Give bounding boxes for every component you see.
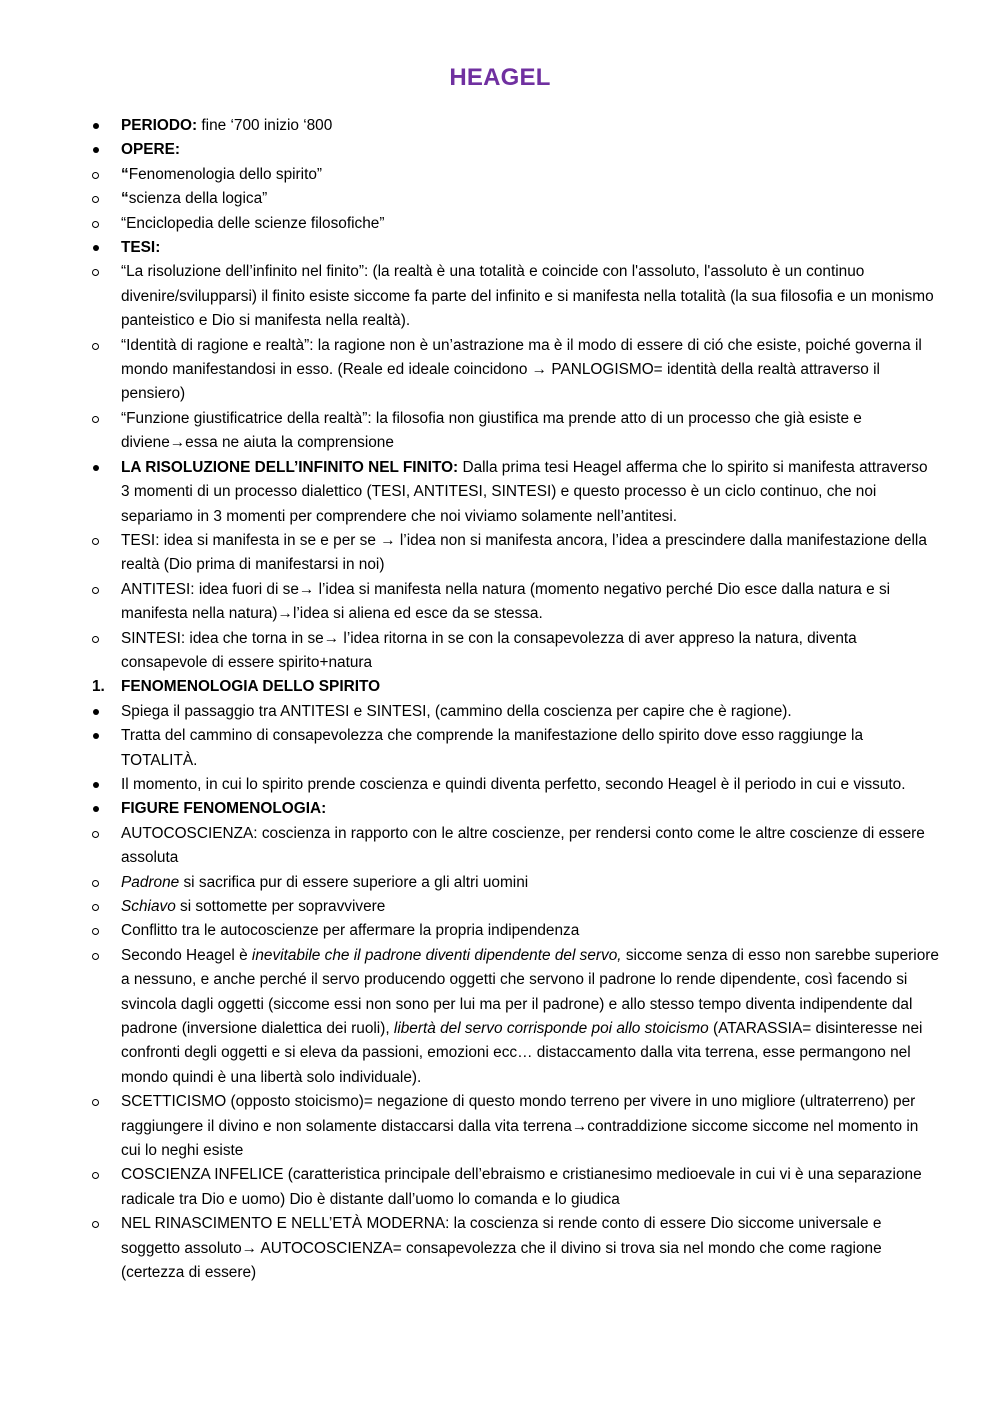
list-item (92, 724, 940, 773)
list-item (92, 944, 940, 1090)
item-text: AUTOCOSCIENZA: coscienza in rapporto con le altre coscienze, per rendersi conto come le altre coscienze di essere assoluta (121, 824, 925, 867)
item-text: OPERE: (121, 141, 181, 159)
list-item (92, 407, 940, 456)
list-item (92, 871, 940, 895)
item-text: “Identità di ragione e realtà”: la ragione non è un’astrazione ma è il modo di essere di ció che esiste, poiché governa il mondo manifestandosi in esso. (Reale ed ideale coincidono → PANLOGISMO= identità della realtà attraverso il pensiero) (121, 336, 922, 403)
item-text: FENOMENOLOGIA DELLO SPIRITO (121, 678, 381, 696)
list-item (92, 675, 940, 699)
item-text: “La risoluzione dell’infinito nel finito”: (la realtà è una totalità e coincide con l'assoluto, l'assoluto è un continuo divenire/svilupparsi) il finito esiste siccome fa parte del infinito e si manifesta nella totalità (la sua filosofia e un monismo panteistico e Dio si manifesta nella realtà). (121, 263, 934, 330)
item-text: PERIODO: (121, 117, 198, 134)
item-text: “ (121, 190, 129, 208)
item-text: “Enciclopedia delle scienze filosofiche” (121, 214, 385, 232)
list-item (92, 919, 940, 943)
item-text: inevitabile che il padrone diventi dipendente del servo, (251, 946, 622, 964)
list-item (92, 1212, 940, 1285)
list-item (92, 236, 940, 260)
list-item (92, 627, 940, 676)
item-text: TESI: (121, 239, 161, 257)
list-item (92, 1090, 940, 1163)
item-text: fine ‘700 inizio ‘800 (197, 117, 333, 134)
notes-list (92, 114, 940, 1286)
item-text: “ (121, 165, 129, 183)
list-item (92, 138, 940, 162)
item-text: Secondo Heagel è (121, 946, 252, 964)
list-item (92, 700, 940, 724)
item-text: NEL RINASCIMENTO E NELL’ETÀ MODERNA: la coscienza si rende conto di essere Dio siccome universale e soggetto assoluto→ AUTOCOSCIENZA= consapevolezza che il divino si trova sia nel mondo che come ragione (certezza di essere) (121, 1215, 882, 1282)
list-item (92, 578, 940, 627)
item-text: SCETTICISMO (opposto stoicismo)= negazione di questo mondo terreno per vivere in uno migliore (ultraterreno) per raggiungere il divino e non solamente distaccarsi dalla vita terrena→contraddizione siccome siccome nel momento in cui lo neghi esiste (121, 1093, 919, 1160)
item-text: “Funzione giustificatrice della realtà”: la filosofia non giustifica ma prende atto di un processo che già esiste e diviene→essa ne aiuta la comprensione (121, 409, 862, 452)
list-item (92, 114, 940, 138)
list-item (92, 773, 940, 797)
item-text: Spiega il passaggio tra ANTITESI e SINTESI, (cammino della coscienza per capire che è ragione). (121, 702, 792, 720)
list-item (92, 895, 940, 919)
item-text: si sacrifica pur di essere superiore a gli altri uomini (179, 873, 529, 891)
item-text: Dalla prima tesi Heagel afferma che lo spirito si manifesta attraverso 3 momenti di un processo dialettico (TESI, ANTITESI, SINTESI) e questo processo è un ciclo continuo, che noi separiamo in 3 momenti per comprendere che noi viviamo solamente nell’antitesi. (121, 458, 928, 525)
list-number: 1. (92, 678, 105, 696)
item-text: siccome senza di esso non sarebbe superiore a nessuno, e anche perché il servo producendo oggetti che servono il padrone lo rende dipendente, così facendo si svincola dagli oggetti (siccome essi non sono per lui ma per il padrone) e allo stesso tempo diventa indipendente dal padrone (inversione dialettica dei ruoli), (121, 946, 939, 1038)
list-item (92, 260, 940, 333)
item-text: Fenomenologia dello spirito” (128, 165, 323, 183)
item-text: FIGURE FENOMENOLOGIA: (121, 800, 327, 818)
list-item (92, 212, 940, 236)
item-text: Il momento, in cui lo spirito prende coscienza e quindi diventa perfetto, secondo Heagel è il periodo in cui e vissuto. (121, 775, 906, 793)
list-item (92, 163, 940, 187)
item-text: (ATARASSIA= disinteresse nei confronti degli oggetti e si eleva da passioni, emozioni ecc… distaccamento dalla vita terrena, esse permangono nel mondo quindi è una libertà solo individuale). (121, 1020, 923, 1086)
item-text: libertà del servo corrisponde poi allo stoicismo (393, 1020, 709, 1038)
item-text: TESI: idea si manifesta in se e per se → l’idea non si manifesta ancora, l’idea a prescindere dalla manifestazione della realtà (Dio prima di manifestarsi in noi) (121, 531, 927, 574)
list-item (92, 529, 940, 578)
item-text: LA RISOLUZIONE DELL’INFINITO NEL FINITO: (121, 458, 459, 476)
item-text: Conflitto tra le autocoscienze per affermare la propria indipendenza (121, 922, 580, 940)
list-item (92, 797, 940, 821)
list-item (92, 456, 940, 529)
item-text: COSCIENZA INFELICE (caratteristica principale dell’ebraismo e cristianesimo medioevale in cui vi è una separazione radicale tra Dio e uomo) Dio è distante dall’uomo lo comanda e lo giudica (121, 1166, 922, 1208)
list-item (92, 1163, 940, 1212)
list-item (92, 334, 940, 407)
list-item (92, 187, 940, 211)
item-text: Schiavo (121, 898, 176, 915)
item-text: si sottomette per sopravvivere (175, 898, 386, 915)
item-text: SINTESI: idea che torna in se→ l’idea ritorna in se con la consapevolezza di aver appreso la natura, diventa consapevole di essere spirito+natura (121, 629, 857, 671)
list-item (92, 822, 940, 871)
document-title: HEAGEL (449, 64, 551, 91)
item-text: scienza della logica” (128, 190, 268, 208)
item-text: Tratta del cammino di consapevolezza che comprende la manifestazione dello spirito dove esso raggiunge la TOTALITÀ. (121, 727, 864, 769)
item-text: ANTITESI: idea fuori di se→ l’idea si manifesta nella natura (momento negativo perché Dio esce dalla natura e si manifesta nella natura)→l’idea si aliena ed esce da se stessa. (121, 580, 891, 623)
item-text: Padrone (121, 873, 180, 891)
